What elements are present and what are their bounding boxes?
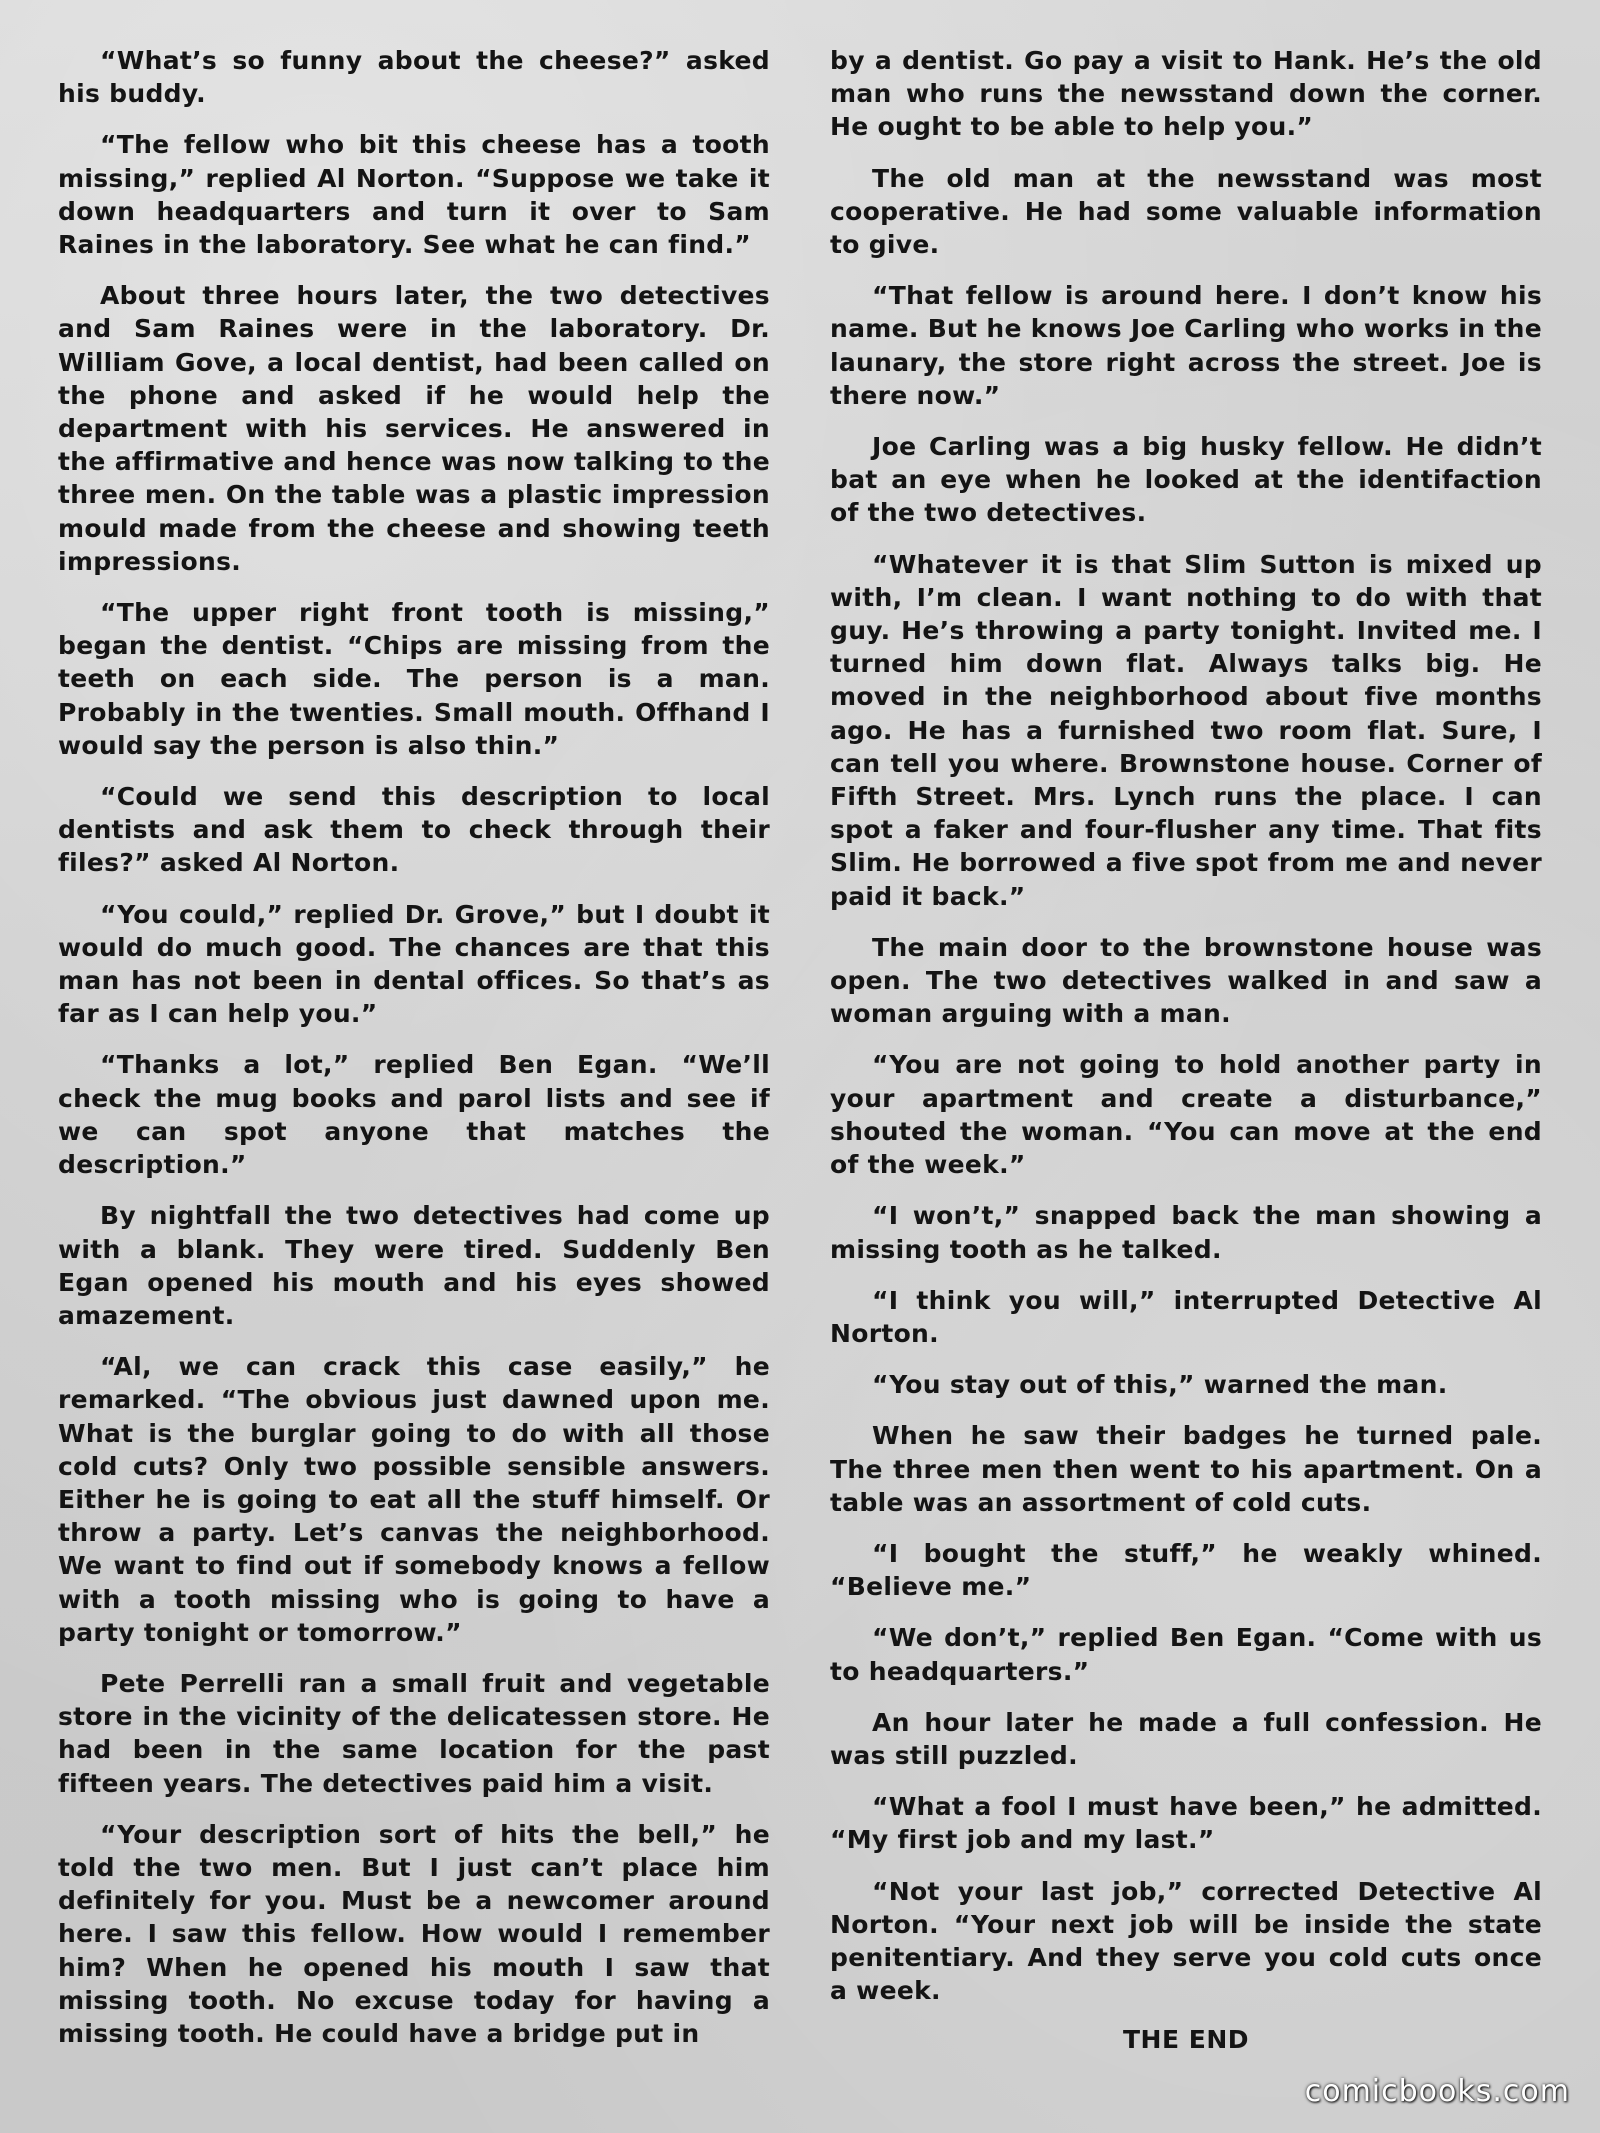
site-watermark: comicbooks.com [1304,2074,1570,2109]
paragraph: “Could we send this description to local dentists and ask them to check through their files?” asked Al Norton. [58,782,770,878]
paragraph: “You could,” replied Dr. Grove,” but I doubt it would do much good. The chances are that this man has not been in dental offices. So that’s as far as I can help you.” [58,899,770,1029]
paragraph: About three hours later, the two detectives and Sam Raines were in the laboratory. Dr. William Gove, a local dentist, had been called on the phone and asked if he would help the department with his services. He answered in the affirmative and hence was now talking to the three men. On the table was a plastic impression mould made from the cheese and showing teeth impressions. [58,281,770,576]
right-column [830,44,1542,2054]
paragraph: Pete Perrelli ran a small fruit and vegetable store in the vicinity of the delicatessen store. He had been in the same location for the past fifteen years. The detectives paid him a visit. [58,1668,770,1798]
paragraph-continuation: by a dentist. Go pay a visit to Hank. He’s the old man who runs the newsstand down the corner. He ought to be able to help you.” [830,46,1542,142]
paragraph: “Thanks a lot,” replied Ben Egan. “We’ll check the mug books and parol lists and see if we can spot anyone that matches the description.” [58,1050,770,1180]
paragraph: “Your description sort of hits the bell,” he told the two men. But I just can’t place him definitely for you. Must be a newcomer around here. I saw this fellow. How would I remember him? When he opened his mouth I saw that missing tooth. No excuse today for having a missing tooth. He could have a bridge put in [58,1819,770,2048]
paragraph: “What a fool I must have been,” he admitted. “My first job and my last.” [830,1792,1542,1855]
paragraph: “I bought the stuff,” he weakly whined. “Believe me.” [830,1538,1542,1602]
paragraph: “The fellow who bit this cheese has a tooth missing,” replied Al Norton. “Suppose we take it down headquarters and turn it over to Sam Raines in the laboratory. See what he can find.” [58,130,770,260]
paragraph: “You are not going to hold another party in your apartment and create a disturbance,” shouted the woman. “You can move at the end of the week.” [830,1050,1542,1180]
paragraph: “The upper right front tooth is missing,” began the dentist. “Chips are missing from the teeth on each side. The person is a man. Probably in the twenties. Small mouth. Offhand I would say the person is also thin.” [58,598,770,760]
the-end-label: THE END [1122,2025,1249,2054]
paragraph: “That fellow is around here. I don’t know his name. But he knows Joe Carling who works in the launary, the store right across the street. Joe is there now.” [830,281,1542,410]
paragraph: By nightfall the two detectives had come up with a blank. They were tired. Suddenly Ben Egan opened his mouth and his eyes showed amazement. [58,1201,770,1330]
paragraph: “Whatever it is that Slim Sutton is mixed up with, I’m clean. I want nothing to do with that guy. He’s throwing a party tonight. Invited me. I turned him down flat. Always talks big. He moved in the neighborhood about five months ago. He has a furnished two room flat. Sure, I can tell you where. Brownstone house. Corner of Fifth Street. Mrs. Lynch runs the place. I can spot a faker and four-flusher any time. That fits Slim. He borrowed a five spot from me and never paid it back.” [830,549,1542,911]
paragraph: The old man at the newsstand was most cooperative. He had some valuable information to give. [830,163,1542,260]
paragraph: “Al, we can crack this case easily,” he remarked. “The obvious just dawned upon me. What is the burglar going to do with all those cold cuts? Only two possible sensible answers. Either he is going to eat all the stuff himself. Or throw a party. Let’s canvas the neighborhood. We want to find out if somebody knows a fellow with a tooth missing who is going to have a party tonight or tomorrow.” [58,1352,770,1647]
paragraph: Joe Carling was a big husky fellow. He didn’t bat an eye when he looked at the identifaction of the two detectives. [830,432,1542,528]
paragraph: When he saw their badges he turned pale. The three men then went to his apartment. On a table was an assortment of cold cuts. [830,1421,1542,1517]
paragraph: An hour later he made a full confession. He was still puzzled. [830,1707,1542,1770]
paragraph: “What’s so funny about the cheese?” asked his buddy. [58,46,770,109]
paragraph: “We don’t,” replied Ben Egan. “Come with us to headquarters.” [830,1623,1542,1686]
paragraph: “I think you will,” interrupted Detective Al Norton. [830,1285,1542,1348]
left-column [58,44,770,2054]
paragraph: “I won’t,” snapped back the man showing a missing tooth as he talked. [830,1201,1542,1264]
paragraph: The main door to the brownstone house was open. The two detectives walked in and saw a woman arguing with a man. [830,932,1542,1029]
paragraph: “You stay out of this,” warned the man. [872,1370,1448,1400]
paragraph: “Not your last job,” corrected Detective Al Norton. “Your next job will be inside the state penitentiary. And they serve you cold cuts once a week. [830,1876,1542,2006]
